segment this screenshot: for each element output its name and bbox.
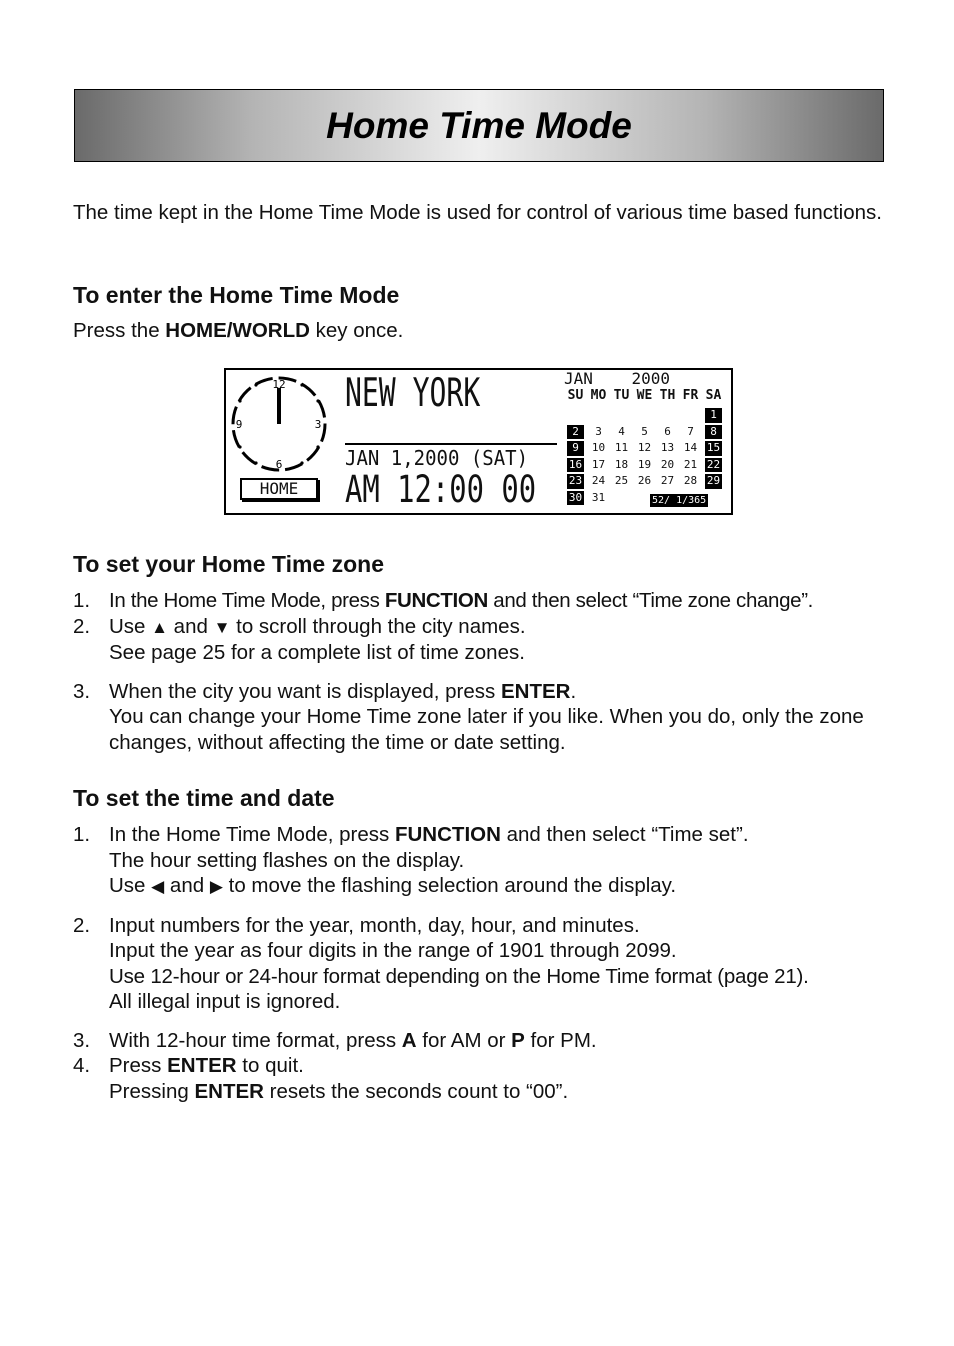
- home-world-key: HOME/WORLD: [165, 319, 310, 342]
- step-number: 3.: [73, 679, 91, 703]
- step-number: 1.: [73, 823, 91, 846]
- calendar-day: 30: [568, 490, 583, 504]
- day-of-year: 52/ 1/365: [652, 495, 707, 506]
- lcd-time: AM 12:00 00: [345, 468, 537, 511]
- step-text-part: Use 12-hour or 24-hour format depending on the Home Time format (page 21).: [109, 964, 809, 988]
- calendar-day: 3: [595, 424, 602, 438]
- calendar-year: 2000: [631, 369, 670, 388]
- calendar-day: 10: [591, 441, 606, 454]
- weekday-label: SU: [567, 388, 584, 403]
- calendar-day: 20: [660, 457, 675, 471]
- calendar-day: 22: [706, 457, 721, 471]
- clock-label-9: 9: [235, 418, 243, 431]
- calendar-day: 19: [637, 457, 652, 471]
- clock-label-12: 12: [272, 378, 286, 391]
- step-text-part: and then select “Time set”.: [500, 823, 749, 846]
- calendar-day: 11: [614, 441, 629, 454]
- list-item: [73, 614, 884, 666]
- step-text-part: .: [570, 679, 577, 703]
- calendar-day: [656, 407, 679, 424]
- step-text-part: In the Home Time Mode, press: [109, 823, 395, 846]
- step-text-part: and then select “Time zone change”.: [487, 589, 814, 612]
- enter-key: ENTER: [500, 679, 571, 703]
- calendar-day: [679, 407, 702, 424]
- step-text-part: to move the flashing selection around the display.: [222, 874, 677, 897]
- calendar-day: 13: [660, 441, 675, 454]
- step-text-part: In the Home Time Mode, press: [109, 589, 385, 612]
- weekday-label: TU: [613, 388, 630, 403]
- step-text: [109, 614, 884, 666]
- step-text-part: to scroll through the city names.: [230, 614, 526, 638]
- step-text-part: to quit.: [236, 1054, 304, 1077]
- calendar-day: 8: [705, 425, 722, 440]
- lcd-display: [224, 368, 733, 515]
- list-item: [73, 822, 884, 900]
- calendar-day: [587, 407, 610, 424]
- a-key: A: [401, 1028, 417, 1052]
- p-key: P: [511, 1028, 525, 1052]
- set-zone-heading: To set your Home Time zone: [73, 551, 384, 577]
- calendar-day: [610, 407, 633, 424]
- enter-mode-heading: To enter the Home Time Mode: [73, 282, 400, 308]
- lcd-home-label: HOME: [240, 478, 318, 500]
- step-text-part: resets the seconds count to “00”.: [263, 1079, 569, 1103]
- step-text-part: and: [164, 874, 210, 897]
- calendar-day: 16: [568, 457, 583, 471]
- calendar-day: [564, 407, 587, 424]
- calendar-day: 2: [567, 425, 584, 440]
- calendar-day: 5: [641, 424, 648, 438]
- calendar-day: 12: [637, 441, 652, 454]
- step-number: 4.: [73, 1054, 91, 1077]
- step-text-part: When the city you want is displayed, press: [109, 679, 501, 703]
- set-time-steps: [73, 822, 884, 1104]
- weekday-label: MO: [590, 388, 607, 403]
- clock-label-3: 3: [314, 418, 322, 431]
- calendar-day: 24: [591, 474, 606, 487]
- set-zone-steps: [73, 588, 884, 755]
- calendar-day: 17: [591, 457, 606, 471]
- calendar-day: 21: [683, 457, 698, 471]
- enter-key: ENTER: [167, 1054, 237, 1077]
- right-arrow-icon: ▶: [209, 877, 223, 896]
- step-text-part: Use: [109, 614, 152, 638]
- calendar-day: 27: [660, 474, 675, 487]
- calendar-header: [564, 371, 670, 387]
- calendar-day: 31: [591, 490, 606, 504]
- calendar-day: 4: [618, 424, 625, 438]
- step-text-part: Input numbers for the year, month, day, hour, and minutes.: [109, 913, 640, 937]
- calendar-day: 14: [683, 441, 698, 454]
- lcd-date: JAN 1,2000 (SAT): [345, 446, 529, 470]
- calendar-day: 7: [687, 424, 694, 438]
- step-text: [109, 588, 884, 614]
- step-text-part: Press: [109, 1054, 168, 1077]
- step-text: [109, 1028, 884, 1054]
- weekday-label: WE: [636, 388, 653, 403]
- enter-mode-instruction: [73, 318, 884, 344]
- function-key: FUNCTION: [394, 823, 501, 846]
- step-text-part: for PM.: [524, 1028, 597, 1052]
- step-number: 3.: [73, 1028, 91, 1052]
- calendar-day: 6: [664, 424, 671, 438]
- intro-paragraph: The time kept in the Home Time Mode is used for control of various time based functions.: [73, 201, 882, 224]
- step-number: 2.: [73, 913, 91, 937]
- step-text-part: See page 25 for a complete list of time zones.: [109, 641, 525, 664]
- step-text-part: All illegal input is ignored.: [109, 990, 341, 1013]
- lcd-city: NEW YORK: [345, 371, 481, 416]
- step-text: [109, 822, 884, 900]
- calendar-day: 29: [706, 474, 721, 487]
- list-item: [73, 913, 884, 1015]
- lcd-divider: [345, 443, 557, 445]
- down-arrow-icon: ▼: [213, 617, 231, 637]
- weekday-label: TH: [659, 388, 676, 403]
- clock-label-6: 6: [275, 458, 283, 471]
- calendar-day: 23: [568, 474, 583, 487]
- instruction-text: Press the: [73, 319, 166, 342]
- step-text: [109, 1053, 884, 1104]
- step-text-part: and: [167, 614, 214, 638]
- step-text: [109, 679, 884, 756]
- enter-key: ENTER: [194, 1079, 264, 1103]
- calendar-weekdays: [564, 389, 725, 403]
- calendar-day: 26: [637, 474, 652, 487]
- list-item: [73, 1028, 884, 1054]
- step-text-part: The hour setting flashes on the display.: [109, 848, 465, 872]
- left-arrow-icon: ◀: [151, 877, 165, 896]
- up-arrow-icon: ▲: [151, 617, 168, 637]
- page-title: Home Time Mode: [326, 104, 632, 146]
- step-text-part: With 12-hour time format, press: [109, 1028, 402, 1052]
- calendar-day: 18: [614, 457, 629, 471]
- list-item: [73, 679, 884, 756]
- step-text-part: for AM or: [416, 1028, 512, 1052]
- title-banner: [74, 89, 884, 162]
- calendar-day: [610, 490, 633, 507]
- calendar-day: [633, 407, 656, 424]
- weekday-label: SA: [705, 388, 722, 403]
- calendar-month: JAN: [564, 369, 593, 388]
- calendar-grid: [564, 407, 725, 506]
- function-key: FUNCTION: [384, 589, 488, 612]
- calendar-day: 9: [567, 441, 584, 456]
- calendar-day: 25: [614, 474, 629, 487]
- weekday-label: FR: [682, 388, 699, 403]
- set-time-heading: To set the time and date: [73, 785, 335, 811]
- step-number: 2.: [73, 614, 91, 638]
- step-text-part: Use: [109, 874, 152, 897]
- list-item: [73, 1053, 884, 1104]
- step-text: [109, 913, 884, 1015]
- list-item: [73, 588, 884, 614]
- step-text-part: Pressing: [109, 1079, 195, 1103]
- calendar-day: 1: [705, 408, 722, 423]
- calendar-day: 28: [683, 474, 698, 487]
- instruction-text: key once.: [309, 319, 404, 342]
- step-text-part: Input the year as four digits in the range of 1901 through 2099.: [109, 939, 677, 962]
- step-number: 1.: [73, 589, 91, 612]
- step-text-part: You can change your Home Time zone later if you like. When you do, only the zone changes, without affecting the time or date setting.: [109, 705, 864, 754]
- calendar-day: 15: [706, 441, 721, 454]
